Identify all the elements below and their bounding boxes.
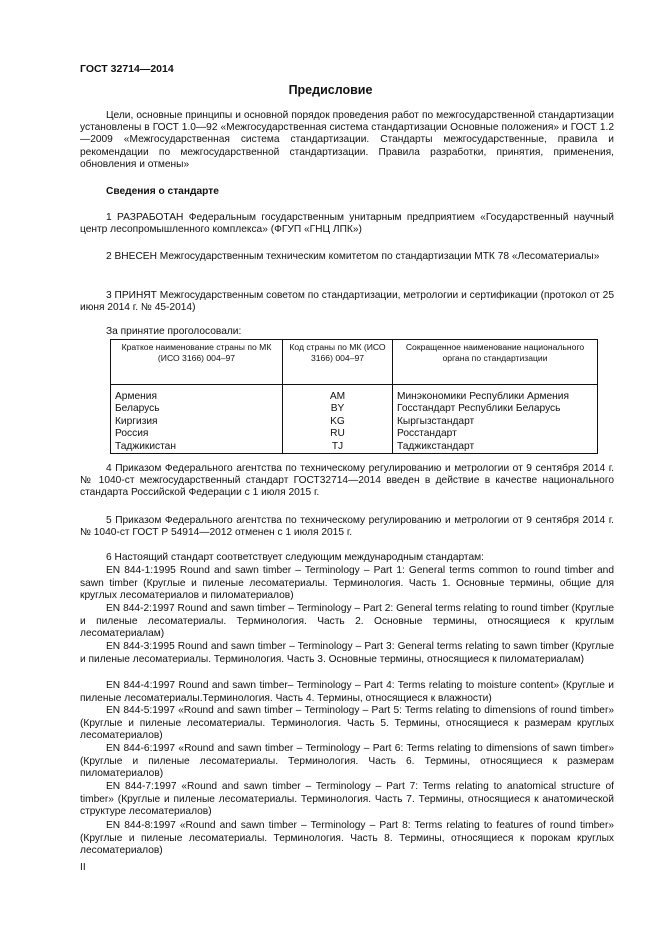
table-row	[111, 428, 598, 440]
voting-table	[110, 339, 598, 454]
item-3: 3 ПРИНЯТ Межгосударственным советом по стандартизации, метрологии и сертификации (протокол от 25 июня 2014 г. № 45-2014)	[80, 290, 614, 314]
header-country: Краткое наименование страны по МК (ИСО 3166) 004–97	[111, 340, 283, 385]
page-title: Предисловие	[288, 83, 373, 97]
code-cell: AM	[283, 385, 393, 404]
document-id: ГОСТ 32714—2014	[80, 63, 174, 75]
code-cell: BY	[283, 403, 393, 415]
code-cell: RU	[283, 428, 393, 440]
page-number: II	[80, 862, 86, 873]
table-header-row	[111, 340, 598, 385]
table-row	[111, 416, 598, 428]
table-row	[111, 441, 598, 454]
code-cell: KG	[283, 416, 393, 428]
item-2: 2 ВНЕСЕН Межгосударственным техническим комитетом по стандартизации МТК 78 «Лесоматериалы»	[106, 251, 600, 262]
country-cell: Армения	[111, 385, 283, 404]
country-cell: Беларусь	[111, 403, 283, 415]
body-cell: Таджикстандарт	[393, 441, 598, 454]
header-code: Код страны по МК (ИСО 3166) 004–97	[283, 340, 393, 385]
table-row	[111, 385, 598, 404]
standard-item: EN 844-5:1997 «Round and sawn timber – Terminology – Part 5: Terms relating to dimensions of round timber» (Круглые и пиленые лесоматериалы. Терминология. Часть 5. Термины, относящиеся к размерам круглых лесоматериалов)	[80, 705, 614, 742]
body-cell: Кыргызстандарт	[393, 416, 598, 428]
body-cell: Минэкономики Республики Армения	[393, 385, 598, 404]
standard-item: EN 844-8:1997 «Round and sawn timber – Terminology – Part 8: Terms relating to features of round timber» (Круглые и пиленые лесоматериалы. Терминология. Часть 8. Термины, относящиеся к порокам круглых лесоматериалов)	[80, 820, 614, 857]
standard-item: EN 844-4:1997 Round and sawn timber– Terminology – Part 4: Terms relating to moisture content» (Круглые и пиленые лесоматериалы.Терминология. Часть 4. Термины, относящиеся к влажности)	[80, 680, 614, 704]
body-cell: Госстандарт Республики Беларусь	[393, 403, 598, 415]
standard-item: EN 844-2:1997 Round and sawn timber – Terminology – Part 2: General terms relating to round timber (Круглые и пиленые лесоматериалы. Терминология. Часть 2. Основные термины, относящиеся к круглым лесоматериалам)	[80, 603, 614, 640]
item-6: 6 Настоящий стандарт соответствует следующим международным стандартам:	[106, 552, 484, 563]
header-body: Сокращенное наименование национального органа по стандартизации	[393, 340, 598, 385]
country-cell: Россия	[111, 428, 283, 440]
body-cell: Росстандарт	[393, 428, 598, 440]
intro-paragraph: Цели, основные принципы и основной порядок проведения работ по межгосударственной стандартизации установлены в ГОСТ 1.0—92 «Межгосударственная система стандартизации Основные положения» и ГОСТ 1.2—2009 «Межгосударственная система стандартизации. Стандарты межгосударственные, правила и рекомендации по межгосударственной стандартизации. Правила разработки, принятия, применения, обновления и отмены»	[80, 110, 614, 170]
item-5: 5 Приказом Федерального агентства по техническому регулированию и метрологии от 9 сентября 2014 г. № 1040-ст ГОСТ Р 54914—2012 отменен с 1 июля 2015 г.	[80, 515, 614, 539]
info-heading: Сведения о стандарте	[106, 186, 219, 197]
item-4: 4 Приказом Федерального агентства по техническому регулированию и метрологии от 9 сентября 2014 г. № 1040-ст межгосударственный стандарт ГОСТ32714—2014 введен в действие в качестве национального стандарта Российской Федерации с 1 июля 2015 г.	[80, 463, 614, 499]
item-1: 1 РАЗРАБОТАН Федеральным государственным унитарным предприятием «Государственный научный центр лесопромышленного комплекса» (ФГУП «ГНЦ ЛПК»)	[80, 212, 614, 236]
country-cell: Таджикистан	[111, 441, 283, 454]
table-caption: За принятие проголосовали:	[106, 326, 242, 337]
table-row	[111, 403, 598, 415]
country-cell: Киргизия	[111, 416, 283, 428]
standard-item: EN 844-3:1995 Round and sawn timber – Terminology – Part 3: General terms relating to sawn timber (Круглые и пиленые лесоматериалы. Терминология. Часть 3. Основные термины, относящиеся к пиломатериалам)	[80, 641, 614, 665]
code-cell: TJ	[283, 441, 393, 454]
standard-item: EN 844-1:1995 Round and sawn timber – Terminology – Part 1: General terms common to round timber and sawn timber (Круглые и пиленые лесоматериалы. Терминология. Часть 1. Основные термины, общие для круглых лесоматериалов и пиломатериалов)	[80, 565, 614, 602]
standard-item: EN 844-6:1997 «Round and sawn timber – Terminology – Part 6: Terms relating to dimensions of sawn timber» (Круглые и пиленые лесоматериалы. Терминология. Часть 6. Термины, относящиеся к размерам пиломатериалов)	[80, 743, 614, 780]
standard-item: EN 844-7:1997 «Round and sawn timber – Terminology – Part 7: Terms relating to anatomical structure of timber» (Круглые и пиленые лесоматериалы. Терминология. Часть 7. Термины, относящиеся к анатомической структуре лесоматериалов)	[80, 781, 614, 818]
